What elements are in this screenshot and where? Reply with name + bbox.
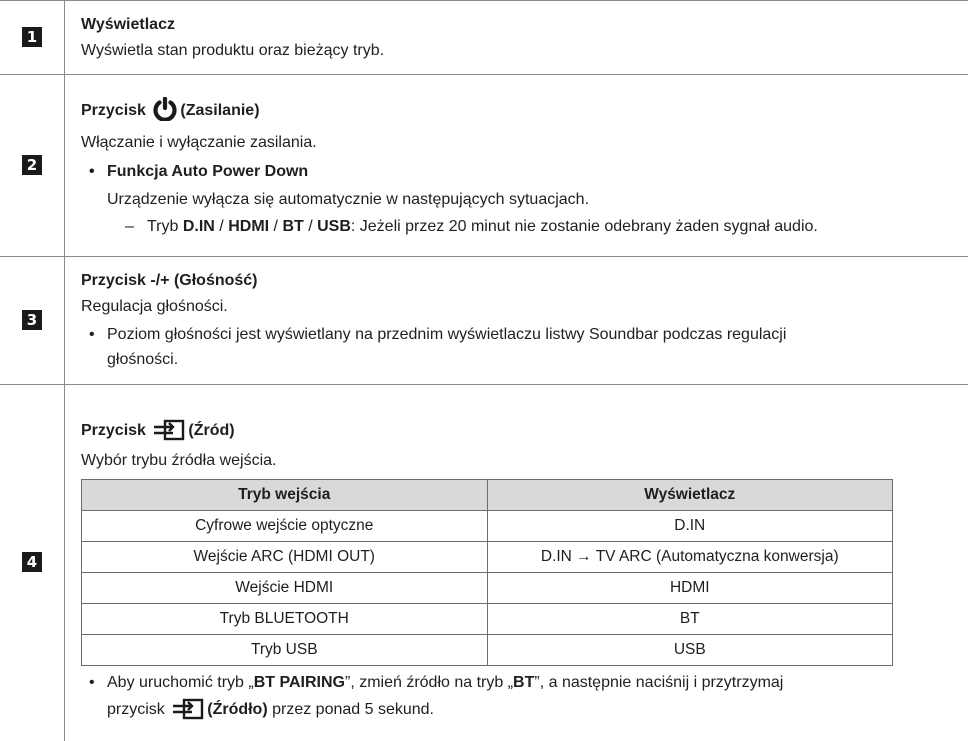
input-mode-cell: Wejście ARC (HDMI OUT)	[82, 542, 488, 573]
input-mode-cell: Cyfrowe wejście optyczne	[82, 511, 488, 542]
auto-power-down-text: Urządzenie wyłącza się automatycznie w następujących sytuacjach.	[81, 189, 968, 211]
bt-pairing-note	[81, 672, 968, 694]
bt-pairing-note-line2	[81, 698, 968, 727]
row-number-cell	[0, 385, 65, 741]
power-heading	[81, 93, 968, 128]
note-text: przycisk	[107, 701, 165, 718]
row-content	[65, 385, 968, 741]
mode-usb: USB	[317, 218, 351, 235]
note-bold: (Źródło)	[207, 701, 267, 718]
note-text: ”, zmień źródło na tryb „	[345, 674, 513, 691]
number-badge: 2	[22, 155, 42, 175]
note-text: ”, a następnie naciśnij i przytrzymaj	[534, 674, 783, 691]
display-cell: HDMI	[487, 573, 893, 604]
mode-separator: /	[304, 218, 317, 235]
source-icon	[171, 698, 205, 727]
source-description: Wybór trybu źródła wejścia.	[81, 450, 968, 472]
mode-separator: /	[215, 218, 228, 235]
row-number-cell	[0, 1, 65, 75]
input-mode-cell: Wejście HDMI	[82, 573, 488, 604]
volume-description: Regulacja głośności.	[81, 296, 968, 318]
mode-bt: BT	[282, 218, 303, 235]
table-row	[82, 511, 893, 542]
row-number-cell	[0, 75, 65, 257]
note-bold: BT	[513, 674, 534, 691]
auto-power-down-modes	[81, 216, 968, 238]
source-heading	[81, 419, 968, 448]
row-power	[0, 75, 968, 257]
volume-heading: Przycisk -/+ (Głośność)	[81, 270, 968, 292]
input-mode-header-row	[82, 480, 893, 511]
mode-hdmi: HDMI	[228, 218, 269, 235]
row-number-cell	[0, 257, 65, 385]
display-heading: Wyświetlacz	[81, 14, 968, 36]
row-content	[65, 257, 968, 385]
modes-suffix: : Jeżeli przez 20 minut nie zostanie odebrany żaden sygnał audio.	[351, 218, 818, 235]
mode-separator: /	[269, 218, 282, 235]
display-cell: USB	[487, 635, 893, 666]
display-cell: BT	[487, 604, 893, 635]
number-badge: 3	[22, 310, 42, 330]
table-row	[82, 573, 893, 604]
input-mode-cell: Tryb USB	[82, 635, 488, 666]
row-content	[65, 1, 968, 75]
power-heading-prefix: Przycisk	[81, 102, 146, 119]
display-cell: D.IN	[487, 511, 893, 542]
power-heading-suffix: (Zasilanie)	[180, 102, 259, 119]
input-mode-cell: Tryb BLUETOOTH	[82, 604, 488, 635]
table-row	[82, 635, 893, 666]
volume-note-line1: • Poziom głośności jest wyświetlany na przednim wyświetlaczu listwy Soundbar podczas regulacji	[81, 324, 968, 346]
row-source	[0, 385, 968, 741]
row-content	[65, 75, 968, 257]
table-row	[82, 542, 893, 573]
input-mode-table	[81, 479, 893, 666]
note-text: przez ponad 5 sekund.	[268, 701, 434, 718]
display-cell: D.IN → TV ARC (Automatyczna konwersja)	[487, 542, 893, 573]
note-bold: BT PAIRING	[254, 674, 345, 691]
row-display	[0, 1, 968, 75]
source-icon	[152, 419, 186, 448]
volume-note-line2: głośności.	[81, 349, 968, 371]
header-display: Wyświetlacz	[487, 480, 893, 511]
note-text: Aby uruchomić tryb „	[107, 674, 254, 691]
display-description: Wyświetla stan produktu oraz bieżący tryb.	[81, 40, 968, 62]
source-heading-prefix: Przycisk	[81, 422, 146, 439]
auto-power-down-title: • Funkcja Auto Power Down	[81, 161, 968, 183]
source-heading-suffix: (Źród)	[188, 422, 234, 439]
modes-prefix: Tryb	[147, 218, 183, 235]
power-icon	[152, 97, 178, 128]
mode-din: D.IN	[183, 218, 215, 235]
header-input-mode: Tryb wejścia	[82, 480, 488, 511]
power-description: Włączanie i wyłączanie zasilania.	[81, 132, 968, 154]
table-row	[82, 604, 893, 635]
number-badge: 1	[22, 27, 42, 47]
number-badge: 4	[22, 552, 42, 572]
row-volume	[0, 257, 968, 385]
